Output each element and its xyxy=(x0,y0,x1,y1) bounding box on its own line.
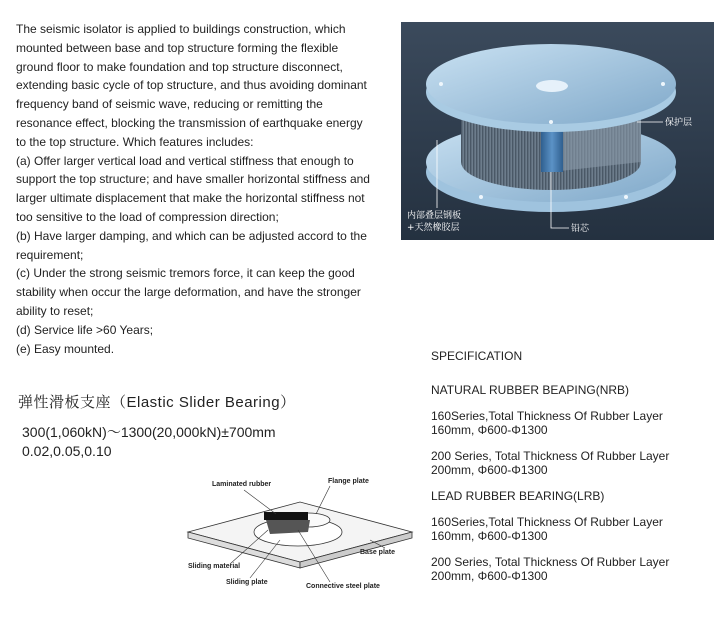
intro-line: larger ultimate displacement that make the horizontal stiffness not xyxy=(16,191,365,206)
intro-line: (c) Under the strong seismic tremors force, it can keep the good xyxy=(16,266,355,281)
laminated-rubber-label: Laminated rubber xyxy=(212,481,272,488)
sliding-material-label: Sliding material xyxy=(188,563,241,570)
spec-item: 200 Series, Total Thickness Of Rubber Layer 200mm, Φ600-Φ1300 xyxy=(431,555,670,583)
intro-line: support the top structure; and have smaller horizontal stiffness and xyxy=(16,172,370,187)
intro-line: The seismic isolator is applied to buildings construction, which xyxy=(16,22,346,36)
intro-line: ground floor to make foundation and top structure disconnect, xyxy=(16,59,343,74)
intro-line: (d) Service life >60 Years; xyxy=(16,322,154,337)
lead-core-label: 铅芯 xyxy=(571,224,590,234)
intro-line: (e) Easy mounted. xyxy=(16,341,115,356)
nrb-heading: NATURAL RUBBER BEAPING(NRB) xyxy=(431,383,630,397)
connective-steel-plate-label: Connective steel plate xyxy=(306,583,380,590)
intro-line: (b) Have larger damping, and which can be adjusted accord to the xyxy=(16,228,367,243)
intro-line: (a) Offer larger vertical load and vertical stiffness that enough to xyxy=(16,153,354,168)
intro-line: frequency band of seismic wave, reducing or remitting the xyxy=(16,97,323,112)
slider-bearing-diagram xyxy=(180,472,420,594)
lrb-heading: LEAD RUBBER BEARING(LRB) xyxy=(431,489,605,503)
protective-layer-label: 保护层 xyxy=(665,118,693,128)
inner-layers-label: +天然橡胶层 xyxy=(407,223,460,233)
spec-item: 160Series,Total Thickness Of Rubber Layer 160mm, Φ600-Φ1300 xyxy=(431,515,663,543)
slider-bearing-title: 弹性滑板支座（Elastic Slider Bearing） xyxy=(18,394,296,411)
spec-item: 200 Series, Total Thickness Of Rubber Layer 200mm, Φ600-Φ1300 xyxy=(431,449,670,477)
bearing-cutaway-image xyxy=(401,22,714,240)
intro-line: stability when occur the large deformation, and have the stronger xyxy=(16,285,361,300)
spec-item: 160Series,Total Thickness Of Rubber Layer 160mm, Φ600-Φ1300 xyxy=(431,409,663,437)
sliding-plate-label: Sliding plate xyxy=(226,579,268,586)
intro-line: resonance effect, blocking the transmission of earthquake energy xyxy=(16,115,363,130)
intro-line: ability to reset; xyxy=(16,303,94,318)
slider-bearing-range: 300(1,060kN)～1300(20,000kN)±700mm 0.02,0.05,0.10 xyxy=(22,424,276,459)
base-plate-label: Base plate xyxy=(360,549,396,556)
inner-layers-label: 内部叠层钢板 xyxy=(407,211,462,221)
intro-line: too sensitive to the load of compression direction; xyxy=(16,209,279,224)
intro-line: mounted between base and top structure forming the flexible xyxy=(16,40,339,55)
intro-line: extending basic cycle of top structure, and thus avoiding dominant xyxy=(16,78,367,93)
intro-line: requirement; xyxy=(16,247,84,262)
flange-plate-label: Flange plate xyxy=(328,478,369,485)
intro-line: to the top structure. Which features includes: xyxy=(16,134,254,149)
specification-block xyxy=(431,349,716,595)
intro-text xyxy=(16,20,386,358)
spec-title: SPECIFICATION xyxy=(431,349,523,363)
